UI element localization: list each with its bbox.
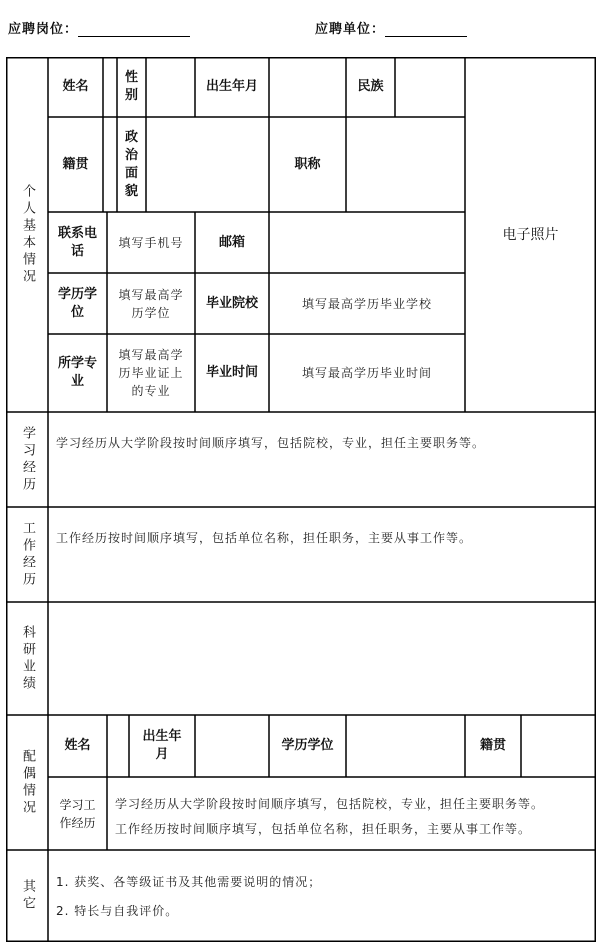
ethnicity-value[interactable] xyxy=(395,57,465,117)
native-place-label: 籍贯 xyxy=(62,156,89,172)
spouse-exp-label: 学习工作经历 xyxy=(59,797,96,830)
unit-field xyxy=(315,18,467,37)
ethnicity-label: 民族 xyxy=(357,79,384,94)
spouse-degree-label: 学历学位 xyxy=(281,738,334,753)
position-label: 应聘岗位： xyxy=(8,22,79,37)
position-input-line[interactable] xyxy=(78,22,190,37)
section-other: 其它 xyxy=(20,879,35,913)
study-hint[interactable]: 学习经历从大学阶段按时间顺序填写，包括院校，专业，担任主要职务等。 xyxy=(56,436,486,450)
grad-time-hint[interactable]: 填写最高学历毕业时间 xyxy=(301,366,432,380)
major-hint[interactable]: 填写最高学历毕业证上的专业 xyxy=(118,348,184,398)
unit-input-line[interactable] xyxy=(385,22,467,37)
spouse-birth-label: 出生年月 xyxy=(142,729,182,762)
email-value[interactable] xyxy=(269,212,465,273)
section-study: 学习经历 xyxy=(20,425,35,494)
section-personal: 个人基本情况 xyxy=(20,183,35,286)
photo-placeholder[interactable]: 电子照片 xyxy=(502,226,559,243)
unit-label: 应聘单位： xyxy=(315,22,386,37)
name-value[interactable] xyxy=(103,57,117,212)
title-value[interactable] xyxy=(346,117,465,212)
title-label: 职称 xyxy=(294,156,321,172)
political-value[interactable] xyxy=(146,117,269,212)
grad-time-label: 毕业时间 xyxy=(205,365,258,380)
spouse-native-place-label: 籍贯 xyxy=(479,738,506,753)
section-work: 工作经历 xyxy=(20,520,35,589)
spouse-degree-value[interactable] xyxy=(346,715,465,777)
name-label: 姓名 xyxy=(62,79,89,94)
degree-hint[interactable]: 填写最高学历学位 xyxy=(118,287,184,320)
contact-hint[interactable]: 填写手机号 xyxy=(118,235,184,250)
contact-label: 联系电话 xyxy=(57,225,97,259)
school-label: 毕业院校 xyxy=(205,295,258,311)
degree-label: 学历学位 xyxy=(57,286,97,320)
major-label: 所学专业 xyxy=(57,356,97,389)
position-field xyxy=(8,18,190,37)
spouse-work-hint[interactable]: 工作经历按时间顺序填写，包括单位名称，担任职务，主要从事工作等。 xyxy=(115,821,532,836)
school-hint[interactable]: 填写最高学历毕业学校 xyxy=(301,296,432,311)
birth-label: 出生年月 xyxy=(205,79,258,94)
other-item-1[interactable]: 1. 获奖、各等级证书及其他需要说明的情况； xyxy=(56,875,322,889)
spouse-study-hint[interactable]: 学习经历从大学阶段按时间顺序填写，包括院校，专业，担任主要职务等。 xyxy=(115,797,545,811)
gender-label: 性别 xyxy=(124,70,138,103)
birth-value[interactable] xyxy=(269,57,346,117)
section-research: 科研业绩 xyxy=(20,624,35,693)
email-label: 邮箱 xyxy=(218,234,245,250)
spouse-birth-value[interactable] xyxy=(195,715,269,777)
spouse-name-value[interactable] xyxy=(107,715,129,777)
gender-value[interactable] xyxy=(146,57,195,117)
work-hint[interactable]: 工作经历按时间顺序填写，包括单位名称，担任职务，主要从事工作等。 xyxy=(56,531,473,545)
spouse-name-label: 姓名 xyxy=(64,738,91,753)
political-label: 政治面貌 xyxy=(124,129,138,199)
other-item-2[interactable]: 2. 特长与自我评价。 xyxy=(56,904,179,918)
section-spouse: 配偶情况 xyxy=(20,748,35,817)
research-value[interactable] xyxy=(48,602,596,715)
application-form xyxy=(6,57,596,942)
spouse-native-place-value[interactable] xyxy=(521,715,596,777)
